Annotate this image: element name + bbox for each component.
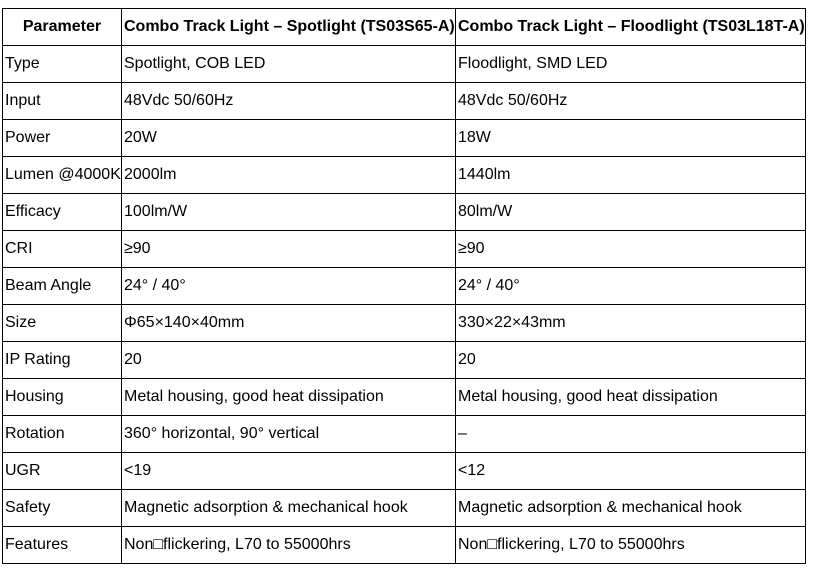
- spotlight-value: Non□flickering, L70 to 55000hrs: [122, 527, 456, 564]
- spotlight-value: Metal housing, good heat dissipation: [122, 379, 456, 416]
- spec-table: [2, 8, 806, 564]
- table-row: [3, 46, 806, 83]
- table-row: [3, 342, 806, 379]
- table-row: [3, 490, 806, 527]
- table-row: [3, 305, 806, 342]
- spotlight-value: Φ65×140×40mm: [122, 305, 456, 342]
- table-row: [3, 194, 806, 231]
- table-row: [3, 157, 806, 194]
- parameter-cell: Safety: [3, 490, 122, 527]
- floodlight-value: ≥90: [456, 231, 806, 268]
- parameter-cell: CRI: [3, 231, 122, 268]
- header-row: [3, 9, 806, 46]
- floodlight-value: 1440lm: [456, 157, 806, 194]
- parameter-cell: Type: [3, 46, 122, 83]
- table-row: [3, 120, 806, 157]
- parameter-cell: Rotation: [3, 416, 122, 453]
- spotlight-value: 48Vdc 50/60Hz: [122, 83, 456, 120]
- parameter-cell: Power: [3, 120, 122, 157]
- spotlight-value: ≥90: [122, 231, 456, 268]
- floodlight-value: <12: [456, 453, 806, 490]
- floodlight-value: –: [456, 416, 806, 453]
- floodlight-value: 24° / 40°: [456, 268, 806, 305]
- parameter-cell: Efficacy: [3, 194, 122, 231]
- spotlight-value: 360° horizontal, 90° vertical: [122, 416, 456, 453]
- spotlight-value: 2000lm: [122, 157, 456, 194]
- parameter-cell: Beam Angle: [3, 268, 122, 305]
- spotlight-value: Spotlight, COB LED: [122, 46, 456, 83]
- spotlight-value: 20: [122, 342, 456, 379]
- parameter-cell: UGR: [3, 453, 122, 490]
- floodlight-value: Non□flickering, L70 to 55000hrs: [456, 527, 806, 564]
- spotlight-value: 100lm/W: [122, 194, 456, 231]
- parameter-cell: IP Rating: [3, 342, 122, 379]
- spotlight-value: Magnetic adsorption & mechanical hook: [122, 490, 456, 527]
- table-row: [3, 416, 806, 453]
- header-floodlight: Combo Track Light – Floodlight (TS03L18T-A): [456, 9, 806, 46]
- floodlight-value: 20: [456, 342, 806, 379]
- spotlight-value: 24° / 40°: [122, 268, 456, 305]
- floodlight-value: 48Vdc 50/60Hz: [456, 83, 806, 120]
- floodlight-value: 80lm/W: [456, 194, 806, 231]
- spotlight-value: <19: [122, 453, 456, 490]
- floodlight-value: Metal housing, good heat dissipation: [456, 379, 806, 416]
- floodlight-value: 18W: [456, 120, 806, 157]
- header-spotlight: Combo Track Light – Spotlight (TS03S65-A): [122, 9, 456, 46]
- header-parameter: Parameter: [3, 9, 122, 46]
- table-row: [3, 379, 806, 416]
- parameter-cell: Housing: [3, 379, 122, 416]
- table-row: [3, 527, 806, 564]
- parameter-cell: Input: [3, 83, 122, 120]
- parameter-cell: Size: [3, 305, 122, 342]
- parameter-cell: Lumen @4000K: [3, 157, 122, 194]
- floodlight-value: Floodlight, SMD LED: [456, 46, 806, 83]
- table-row: [3, 83, 806, 120]
- floodlight-value: 330×22×43mm: [456, 305, 806, 342]
- parameter-cell: Features: [3, 527, 122, 564]
- table-row: [3, 453, 806, 490]
- spotlight-value: 20W: [122, 120, 456, 157]
- table-row: [3, 268, 806, 305]
- floodlight-value: Magnetic adsorption & mechanical hook: [456, 490, 806, 527]
- table-row: [3, 231, 806, 268]
